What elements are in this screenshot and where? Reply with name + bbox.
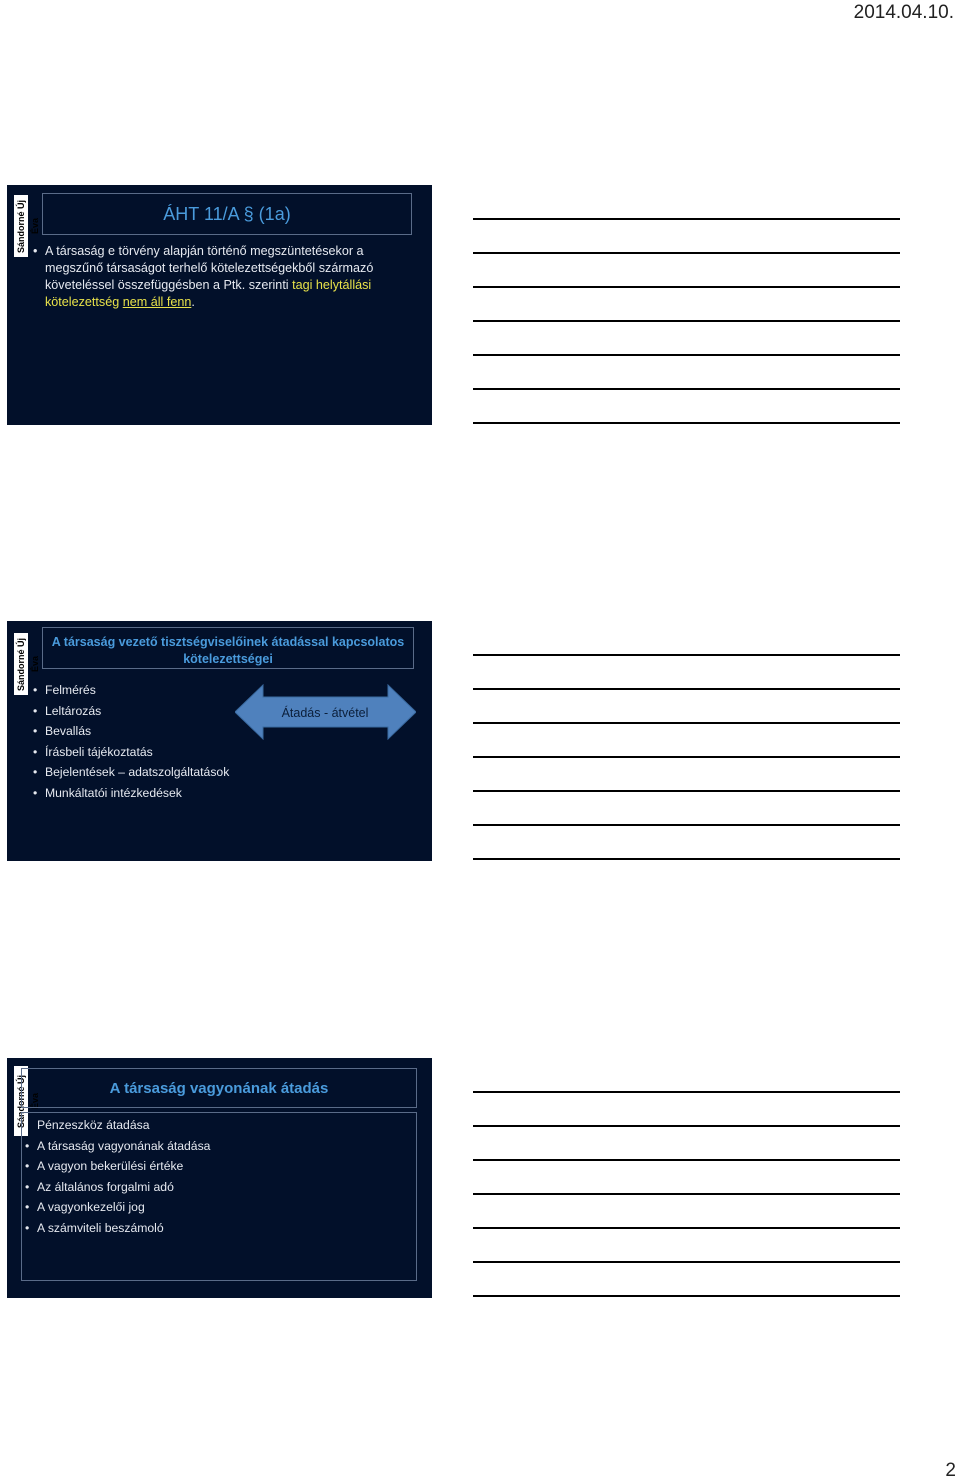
notes-line bbox=[473, 218, 900, 220]
list-item: • A társaság e törvény alapján történő megszüntetésekor a megszűnő társaságot terhelő kötelezettségekből származó követeléssel összefüggésben a Ptk. szerinti tagi helytállási kötelezettség nem áll fenn. bbox=[31, 243, 401, 311]
list-item: • A vagyonkezelői jog bbox=[23, 1197, 323, 1218]
notes-line bbox=[473, 722, 900, 724]
notes-line bbox=[473, 286, 900, 288]
notes-line bbox=[473, 388, 900, 390]
notes-line bbox=[473, 1193, 900, 1195]
notes-line bbox=[473, 1295, 900, 1297]
list-item: • A vagyon bekerülési értéke bbox=[23, 1156, 323, 1177]
bullet-list bbox=[23, 1115, 323, 1238]
arrow-label: Átadás - átvétel bbox=[281, 706, 369, 720]
notes-line bbox=[473, 790, 900, 792]
list-item: • A társaság vagyonának átadása bbox=[23, 1136, 323, 1157]
notes-line bbox=[473, 688, 900, 690]
highlighted-text: tagi helytállási kötelezettség bbox=[45, 278, 372, 309]
slide-2 bbox=[7, 621, 432, 861]
slide-title: A társaság vezető tisztségviselőinek átadással kapcsolatos kötelezettségei bbox=[42, 627, 414, 669]
notes-line bbox=[473, 422, 900, 424]
slide-1 bbox=[7, 185, 432, 425]
notes-line bbox=[473, 654, 900, 656]
list-item: • Bevallás bbox=[31, 721, 271, 742]
notes-line bbox=[473, 756, 900, 758]
author-label: Sándorné Új Éva bbox=[14, 1066, 28, 1136]
notes-line bbox=[473, 1125, 900, 1127]
notes-line bbox=[473, 320, 900, 322]
list-item: Pénzeszköz átadása bbox=[37, 1118, 150, 1132]
list-item: • Az általános forgalmi adó bbox=[23, 1177, 323, 1198]
list-item: • Írásbeli tájékoztatás bbox=[31, 742, 271, 763]
notes-line bbox=[473, 1227, 900, 1229]
notes-line bbox=[473, 252, 900, 254]
slide-title: ÁHT 11/A § (1a) bbox=[42, 193, 412, 235]
list-item: • Felmérés bbox=[31, 680, 271, 701]
notes-line bbox=[473, 354, 900, 356]
list-item: • Leltározás bbox=[31, 701, 271, 722]
list-item: • A számviteli beszámoló bbox=[23, 1218, 323, 1239]
notes-line bbox=[473, 1091, 900, 1093]
notes-line bbox=[473, 824, 900, 826]
notes-line bbox=[473, 1261, 900, 1263]
author-label: Sándorné Új Éva bbox=[14, 633, 28, 695]
underlined-text: nem áll fenn bbox=[122, 295, 192, 309]
notes-line bbox=[473, 1159, 900, 1161]
slide-3 bbox=[7, 1058, 432, 1298]
page-number: 2 bbox=[945, 1460, 956, 1481]
list-item: • Munkáltatói intézkedések bbox=[31, 783, 271, 804]
bullet-list bbox=[31, 243, 401, 311]
list-item: • Bejelentések – adatszolgáltatások bbox=[31, 762, 271, 783]
notes-line bbox=[473, 858, 900, 860]
author-label: Sándorné Új Éva bbox=[14, 195, 28, 257]
print-date: 2014.04.10. bbox=[853, 2, 954, 23]
slide-title: A társaság vagyonának átadás bbox=[21, 1068, 417, 1108]
